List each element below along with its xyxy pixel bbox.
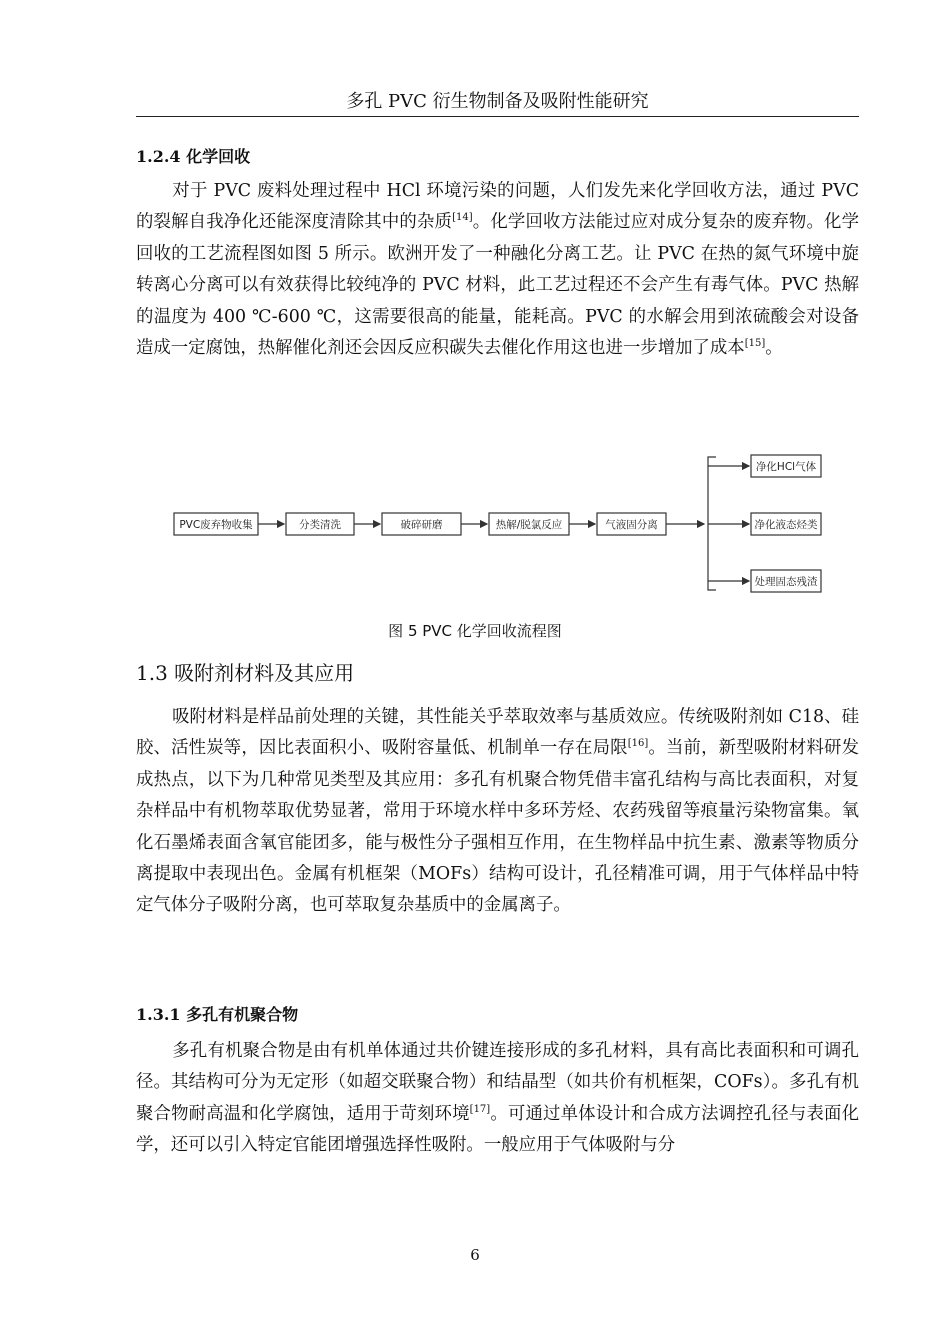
- section-1-3-1-paragraph: [136, 1036, 859, 1162]
- section-1-3-paragraph: [136, 702, 859, 922]
- paragraph-text: 。可通过单体设计和合成方法调控孔径与表面化学，还可以引入特定官能团增强选择性吸附。一般应用于气体吸附与分: [136, 1103, 859, 1156]
- flow-step-label: 气液固分离: [605, 519, 658, 531]
- output-label: 处理固态残渣: [754, 576, 818, 588]
- citation-16[interactable]: [16]: [627, 738, 649, 750]
- paragraph-text: 多孔有机聚合物是由有机单体通过共价键连接形成的多孔材料，具有高比表面积和可调孔径。其结构可分为无定形（如超交联聚合物）和结晶型（如共价有机框架，COFs）。多孔有机聚合物耐高温和化学腐蚀，适用于苛刻环境: [136, 1041, 859, 1124]
- section-1-3-1-heading: 1.3.1 多孔有机聚合物: [136, 1005, 299, 1024]
- section-1-3-heading: 1.3 吸附剂材料及其应用: [136, 661, 355, 685]
- flow-step-label: 分类清洗: [299, 519, 341, 531]
- output-label: 净化液态烃类: [754, 519, 818, 531]
- citation-15[interactable]: [15]: [744, 338, 766, 350]
- paragraph-text: 。: [765, 338, 783, 359]
- paragraph-text: 吸附材料是样品前处理的关键，其性能关乎萃取效率与基质效应。传统吸附剂如 C18、硅胶、活性炭等，因比表面积小、吸附容量低、机制单一存在局限: [136, 707, 859, 759]
- citation-17[interactable]: [17]: [469, 1104, 491, 1116]
- page-number: 6: [470, 1246, 480, 1264]
- paragraph-text: 。当前，新型吸附材料研发成热点，以下为几种常见类型及其应用：多孔有机聚合物凭借丰富孔结构与高比表面积，对复杂样品中有机物萃取优势显著，常用于环境水样中多环芳烃、农药残留等痕量污染物富集。氧化石墨烯表面含氧官能团多，能与极性分子强相互作用，在生物样品中抗生素、激素等物质分离提取中表现出色。金属有机框架（MOFs）结构可设计，孔径精准可调，用于气体样品中特定气体分子吸附分离，也可萃取复杂基质中的金属离子。: [136, 738, 859, 916]
- paragraph-text: 。化学回收方法能过应对成分复杂的废弃物。化学回收的工艺流程图如图 5 所示。欧洲开发了一种融化分离工艺。让 PVC 在热的氮气环境中旋转离心分离可以有效获得比较纯净的 PVC 材料，此工艺过程还不会产生有毒气体。PVC 热解的温度为 400 ℃-600 ℃，这需要很高的能量，能耗高。PVC 的水解会用到浓硫酸会对设备造成一定腐蚀，热解催化剂还会因反应积碳失去催化作用这也进一步增加了成本: [136, 212, 859, 359]
- figure-caption: 图 5 PVC 化学回收流程图: [388, 622, 562, 640]
- flow-step-label: 热解/脱氯反应: [495, 519, 563, 531]
- output-label: 净化HCl气体: [755, 461, 817, 473]
- figure-5-flowchart: [0, 0, 950, 620]
- paragraph-text: 对于 PVC 废料处理过程中 HCl 环境污染的问题，人们发先来化学回收方法，通过 PVC 的裂解自我净化还能深度清除其中的杂质: [136, 181, 859, 233]
- running-header: 多孔 PVC 衍生物制备及吸附性能研究: [136, 88, 859, 117]
- section-1-2-4-heading: 1.2.4 化学回收: [136, 147, 251, 166]
- flow-step-label: 破碎研磨: [400, 519, 443, 531]
- citation-14[interactable]: [14]: [452, 212, 473, 224]
- flow-step-label: PVC废弃物收集: [179, 519, 253, 531]
